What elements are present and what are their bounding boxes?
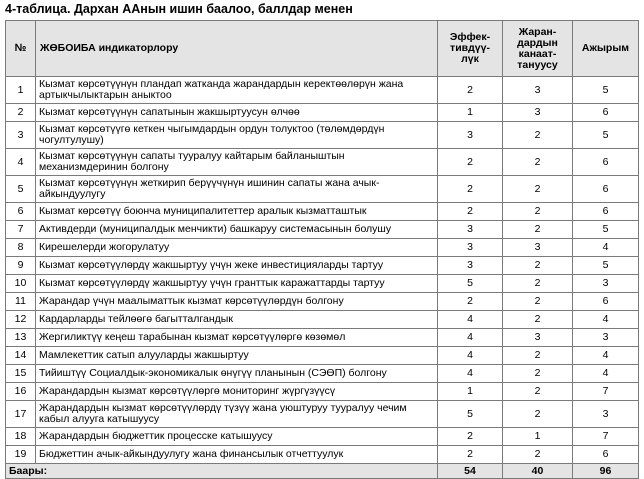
row-number: 3 <box>6 122 36 149</box>
row-indicator: Кызмат көрсөтүүнүн сапатынын жакшыртуусун өлчөө <box>36 104 438 122</box>
row-indicator: Кызмат көрсөтүүгө кеткен чыгымдардын ордун толуктоо (төлөмдөрдүн чогултулушу) <box>36 122 438 149</box>
table-row <box>6 275 639 293</box>
row-satisfaction: 2 <box>503 383 573 401</box>
row-satisfaction: 2 <box>503 176 573 203</box>
row-satisfaction: 2 <box>503 221 573 239</box>
table-row <box>6 311 639 329</box>
header-satisfaction: Жаран- дардын канаат- тануусу <box>503 21 573 77</box>
row-satisfaction: 2 <box>503 401 573 428</box>
row-number: 12 <box>6 311 36 329</box>
row-indicator: Жарандардын бюджеттик процесске катышуусу <box>36 428 438 446</box>
table-row <box>6 329 639 347</box>
row-indicator: Тийиштүү Социалдык-экономикалык өнүгүү планынын (СЭӨП) болгону <box>36 365 438 383</box>
row-gap: 5 <box>573 77 639 104</box>
row-gap: 4 <box>573 347 639 365</box>
row-satisfaction: 2 <box>503 149 573 176</box>
row-indicator: Жергиликтүү кеңеш тарабынан кызмат көрсөтүүлөргө көзөмөл <box>36 329 438 347</box>
row-indicator: Кызмат көрсөтүү боюнча муниципалитеттер аралык кызматташтык <box>36 203 438 221</box>
row-satisfaction: 3 <box>503 104 573 122</box>
row-satisfaction: 2 <box>503 311 573 329</box>
row-number: 2 <box>6 104 36 122</box>
row-number: 14 <box>6 347 36 365</box>
row-gap: 7 <box>573 428 639 446</box>
row-efficiency: 4 <box>438 311 503 329</box>
row-number: 9 <box>6 257 36 275</box>
row-efficiency: 2 <box>438 446 503 464</box>
row-efficiency: 4 <box>438 365 503 383</box>
total-satisfaction: 40 <box>503 464 573 479</box>
table-row <box>6 122 639 149</box>
row-efficiency: 5 <box>438 275 503 293</box>
row-gap: 3 <box>573 401 639 428</box>
header-indicator: ЖӨБОИБА индикаторлору <box>36 21 438 77</box>
row-efficiency: 2 <box>438 428 503 446</box>
row-gap: 3 <box>573 329 639 347</box>
row-number: 7 <box>6 221 36 239</box>
header-efficiency: Эффек- тивдүү- лүк <box>438 21 503 77</box>
row-indicator: Жарандар үчүн маалыматтык кызмат көрсөтүүлөрдүн болгону <box>36 293 438 311</box>
header-row <box>6 21 639 77</box>
row-number: 19 <box>6 446 36 464</box>
row-indicator: Кызмат көрсөтүүлөрдү жакшыртуу үчүн гранттык каражаттарды тартуу <box>36 275 438 293</box>
row-satisfaction: 2 <box>503 122 573 149</box>
table-row <box>6 77 639 104</box>
table-row <box>6 203 639 221</box>
row-number: 1 <box>6 77 36 104</box>
row-efficiency: 2 <box>438 293 503 311</box>
table-row <box>6 365 639 383</box>
table-row <box>6 446 639 464</box>
row-gap: 4 <box>573 311 639 329</box>
assessment-table <box>5 20 639 479</box>
row-number: 8 <box>6 239 36 257</box>
row-number: 16 <box>6 383 36 401</box>
row-satisfaction: 3 <box>503 329 573 347</box>
row-efficiency: 4 <box>438 347 503 365</box>
row-satisfaction: 2 <box>503 203 573 221</box>
table-row <box>6 149 639 176</box>
row-efficiency: 2 <box>438 203 503 221</box>
table-row <box>6 104 639 122</box>
row-number: 15 <box>6 365 36 383</box>
row-satisfaction: 2 <box>503 275 573 293</box>
row-satisfaction: 2 <box>503 257 573 275</box>
table-row <box>6 347 639 365</box>
row-gap: 6 <box>573 104 639 122</box>
row-number: 11 <box>6 293 36 311</box>
row-satisfaction: 2 <box>503 446 573 464</box>
row-indicator: Кардарларды тейлөөгө багытталгандык <box>36 311 438 329</box>
row-number: 4 <box>6 149 36 176</box>
row-indicator: Активдерди (муниципалдык менчикти) башкаруу системасынын болушу <box>36 221 438 239</box>
row-gap: 6 <box>573 446 639 464</box>
row-number: 17 <box>6 401 36 428</box>
row-efficiency: 2 <box>438 77 503 104</box>
row-number: 18 <box>6 428 36 446</box>
header-no: № <box>6 21 36 77</box>
row-indicator: Кызмат көрсөтүүлөрдү жакшыртуу үчүн жеке инвестицияларды тартуу <box>36 257 438 275</box>
row-satisfaction: 2 <box>503 293 573 311</box>
table-row <box>6 383 639 401</box>
row-gap: 4 <box>573 365 639 383</box>
row-indicator: Мамлекеттик сатып алууларды жакшыртуу <box>36 347 438 365</box>
row-number: 5 <box>6 176 36 203</box>
row-gap: 5 <box>573 221 639 239</box>
row-efficiency: 1 <box>438 104 503 122</box>
row-indicator: Бюджеттин ачык-айкындуулугу жана финансылык отчеттуулук <box>36 446 438 464</box>
row-satisfaction: 2 <box>503 365 573 383</box>
table-row <box>6 293 639 311</box>
row-gap: 5 <box>573 122 639 149</box>
total-gap: 96 <box>573 464 639 479</box>
row-satisfaction: 1 <box>503 428 573 446</box>
row-satisfaction: 2 <box>503 347 573 365</box>
row-indicator: Кызмат көрсөтүүнүн жеткирип берүүчүнүн ишинин сапаты жана ачык-айкындуулугу <box>36 176 438 203</box>
table-row <box>6 221 639 239</box>
total-label: Баары: <box>6 464 438 479</box>
row-satisfaction: 3 <box>503 239 573 257</box>
row-indicator: Жарандардын кызмат көрсөтүүлөрдү түзүү жана уюштуруу тууралуу чечим кабыл алууга катышуусу <box>36 401 438 428</box>
table-row <box>6 239 639 257</box>
total-efficiency: 54 <box>438 464 503 479</box>
row-efficiency: 3 <box>438 239 503 257</box>
row-efficiency: 1 <box>438 383 503 401</box>
row-indicator: Кирешелерди жогорулатуу <box>36 239 438 257</box>
row-efficiency: 3 <box>438 221 503 239</box>
row-satisfaction: 3 <box>503 77 573 104</box>
table-row <box>6 428 639 446</box>
row-gap: 7 <box>573 383 639 401</box>
row-gap: 5 <box>573 257 639 275</box>
row-efficiency: 3 <box>438 122 503 149</box>
row-gap: 6 <box>573 176 639 203</box>
row-number: 6 <box>6 203 36 221</box>
row-number: 13 <box>6 329 36 347</box>
total-row <box>6 464 639 479</box>
row-efficiency: 4 <box>438 329 503 347</box>
table-row <box>6 176 639 203</box>
row-gap: 6 <box>573 149 639 176</box>
table-row <box>6 401 639 428</box>
row-number: 10 <box>6 275 36 293</box>
row-efficiency: 2 <box>438 176 503 203</box>
row-efficiency: 2 <box>438 149 503 176</box>
row-indicator: Кызмат көрсөтүүнүн сапаты тууралуу кайтарым байланыштын механизмдеринин болгону <box>36 149 438 176</box>
table-caption: 4-таблица. Дархан ААнын ишин баалоо, баллдар менен <box>5 2 353 16</box>
table-row <box>6 257 639 275</box>
row-gap: 6 <box>573 293 639 311</box>
row-gap: 6 <box>573 203 639 221</box>
row-gap: 3 <box>573 275 639 293</box>
row-indicator: Жарандардын кызмат көрсөтүүлөргө мониторинг жүргүзүүсү <box>36 383 438 401</box>
row-efficiency: 3 <box>438 257 503 275</box>
row-indicator: Кызмат көрсөтүүнүн пландап жатканда жарандардын керектөөлөрүн жана артыкчылыктарын аныктоо <box>36 77 438 104</box>
row-gap: 4 <box>573 239 639 257</box>
row-efficiency: 5 <box>438 401 503 428</box>
header-gap: Ажырым <box>573 21 639 77</box>
